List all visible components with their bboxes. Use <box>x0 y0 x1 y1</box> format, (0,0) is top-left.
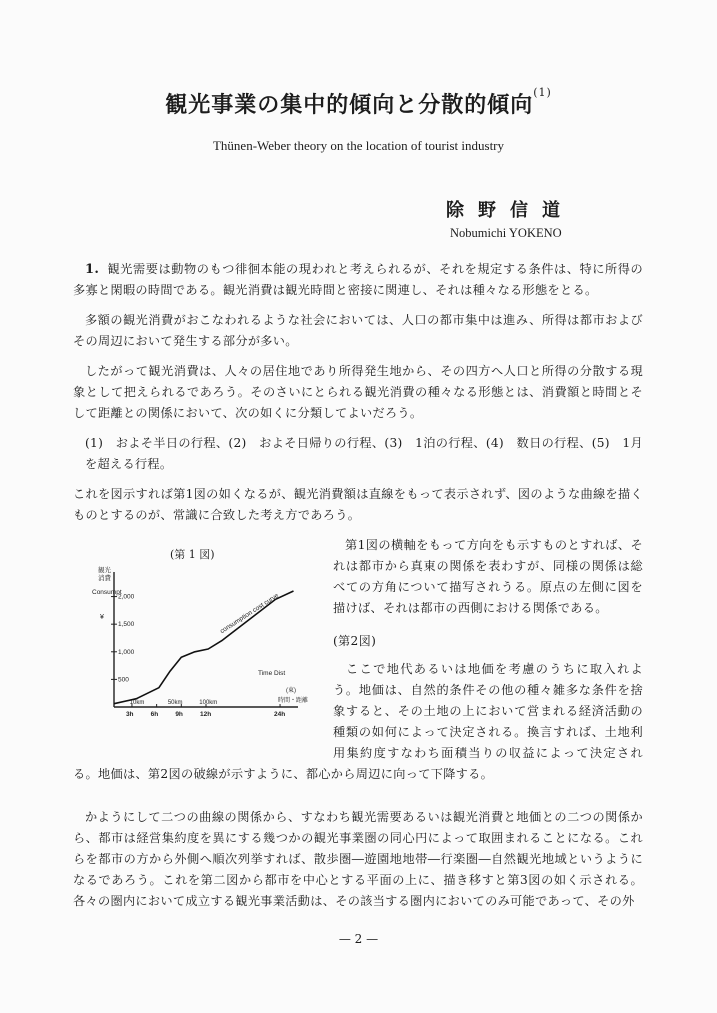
y-title-en: Consumpt <box>92 589 122 596</box>
section-number: 1. <box>85 262 100 277</box>
author-name-en: Nobumichi YOKENO <box>450 226 562 240</box>
x-tick-label-time: 9h <box>175 711 183 718</box>
x-axis-label-dir: (東) <box>286 688 296 694</box>
x-tick-label-dist: 50km <box>167 700 183 706</box>
x-tick-label-dist: 100km <box>199 700 218 706</box>
x-tick-label-time: 3h <box>125 711 134 718</box>
paragraph-7-text: ここで地代あるいは地価を考慮のうちに取入れよう。地価は、自然的条件その他の種々雑多な条件を捨象すると、その土地の上において営まれる経済活動の種類の如何によって決定される。換言すれば、土地利用集約度すなわち面積当りの収益によって決定される。地価は、第2図の破線が示すように、都心から周辺に向って下降する。 <box>73 662 643 781</box>
x-axis-label-jp: 時間・距離 <box>278 698 309 704</box>
page-number: — 2 — <box>338 932 379 946</box>
paragraph-6: 第1図の横軸をもって方向をも示すものとすれば、それは都市から真東の関係を表わすが、同様の関係は総べての方角について描写されうる。原点の左側に図を描けば、それは都市の西側における関係である。 <box>333 538 643 615</box>
y-tick-label: 1,500 <box>118 621 135 629</box>
x-tick-label-time: 12h <box>200 711 212 718</box>
figure-2-reference: (第2図) <box>333 634 377 648</box>
y-tick-label: 500 <box>118 676 129 684</box>
paragraph-3: したがって観光消費は、人々の居住地であり所得発生地から、その四方へ人口と所得の分散する現象として把えられるであろう。そのさいにとられる観光消費の種々なる形態とは、消費額と時間とそして距離との関係において、次の如くに分類してよいだろう。 <box>73 364 643 420</box>
title-text: 観光事業の集中的傾向と分散的傾向 <box>165 92 534 118</box>
x-tick-label-time: 24h <box>274 711 286 718</box>
y-title-jp-1: 観光 <box>98 567 111 574</box>
x-axis-label-en: Time Dist <box>258 670 286 677</box>
author-name: 除野信道 <box>446 200 574 221</box>
paragraph-1-text: 観光需要は動物のもつ徘徊本能の現われと考えられるが、それを規定する条件は、特に所得の多寡と閑暇の時間である。観光消費は観光時間と密接に関連し、それは種々なる形態をとる。 <box>73 262 643 297</box>
paper-subtitle: Thünen-Weber theory on the location of tourist industry <box>212 138 505 153</box>
paper-title <box>0 88 717 119</box>
figure-float-spacer <box>73 659 333 764</box>
paragraph-4-list: (1) およそ半日の行程、(2) およそ日帰りの行程、(3) 1泊の行程、(4) 数日の行程、(5) 1月を超える行程。 <box>85 436 643 471</box>
y-tick-label: 1,000 <box>118 648 135 656</box>
y-unit: ¥ <box>100 614 104 621</box>
curve-label: consumption cost curve <box>218 592 281 636</box>
paragraph-8: かようにして二つの曲線の関係から、すなわち観光需要あるいは観光消費と地価との二つの関係から、都市は経営集約度を異にする幾つかの観光事業圏の同心円によって取囲まれることになる。これらを都市の方から外側へ順次列挙すれば、散歩圏―遊園地地帯―行楽圏―自然観光地域というようになるであろう。これを第二図から都市を中心とする平面の上に、描き移すと第3図の如く示される。各々の圏内において成立する観光事業活動は、その該当する圏内においてのみ可能であって、その外 <box>73 810 643 908</box>
paragraph-1 <box>73 259 643 301</box>
figure-caption: (第 1 図) <box>170 548 215 561</box>
paragraph-2: 多額の観光消費がおこなわれるような社会においては、人口の都市集中は進み、所得は都市およびその周辺において発生する部分が多い。 <box>73 313 643 348</box>
y-title-jp-2: 消費 <box>98 575 111 582</box>
y-tick-label: 2,000 <box>118 593 135 601</box>
x-tick-label-time: 6h <box>150 711 159 718</box>
paragraph-7 <box>73 659 643 785</box>
paragraph-5: これを図示すれば第1図の如くなるが、観光消費額は直線をもって表示されず、図のような曲線を描くものとするのが、常識に合致した考え方であろう。 <box>73 487 643 522</box>
x-tick-label-dist: 10km <box>129 700 145 706</box>
title-footnote-marker: (1) <box>533 86 552 99</box>
